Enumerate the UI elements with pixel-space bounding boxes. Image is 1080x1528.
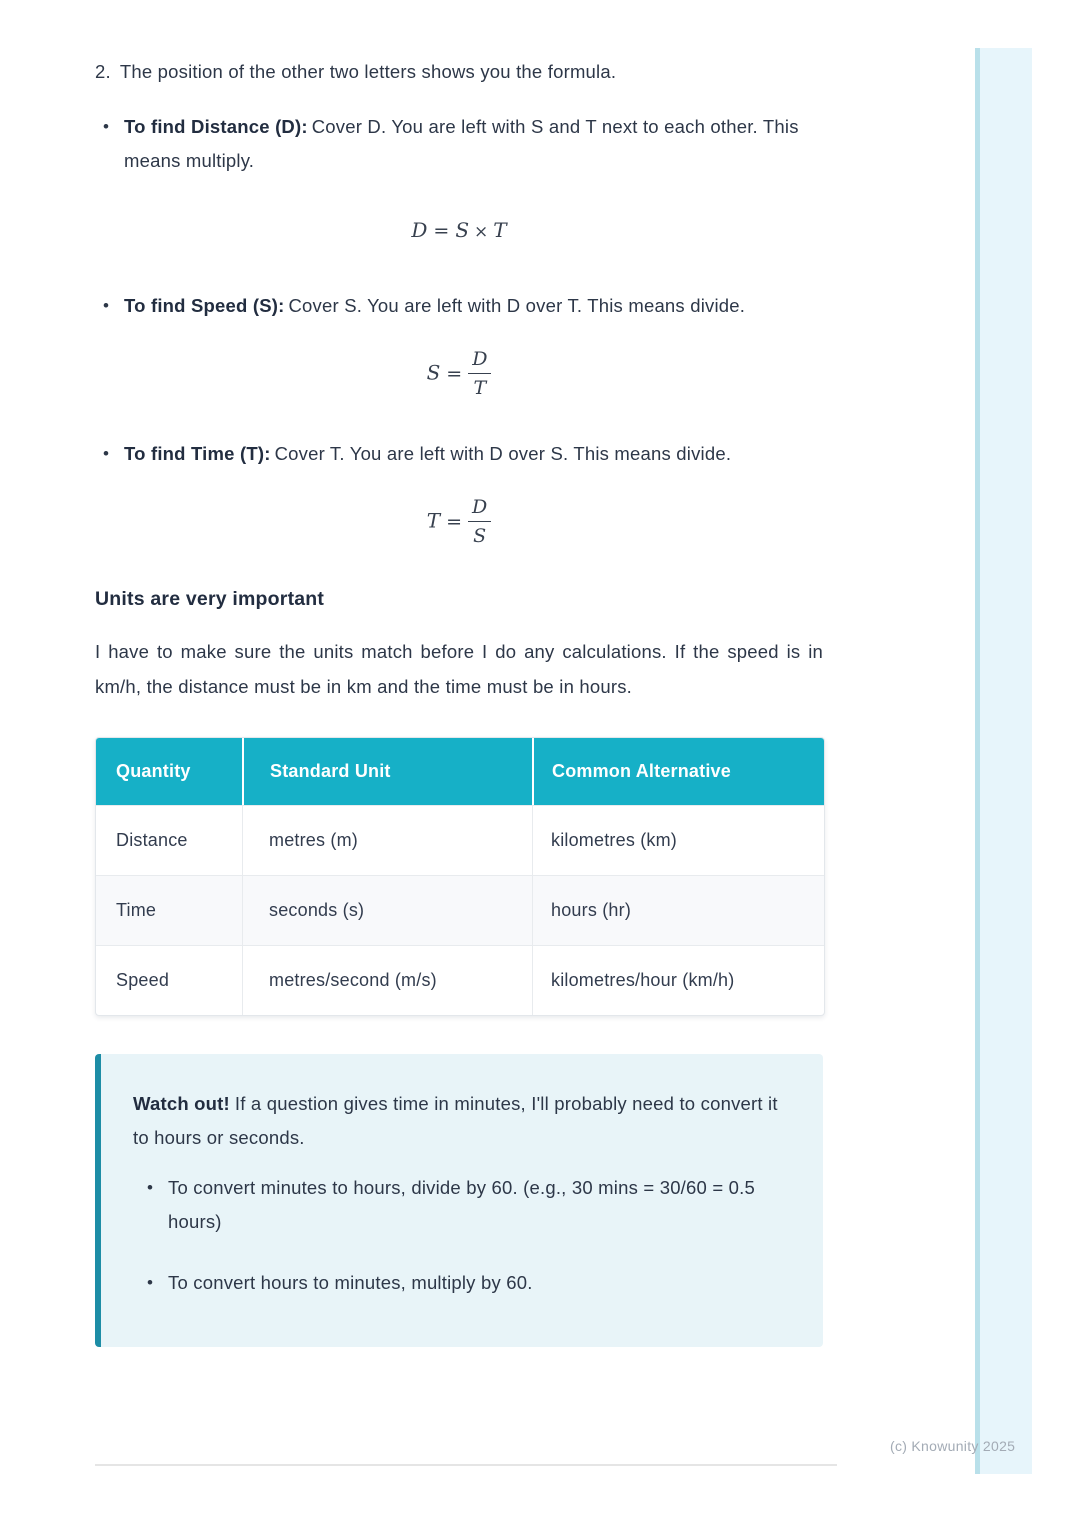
bullet-item-speed xyxy=(95,289,823,323)
table-cell: Time xyxy=(96,875,242,945)
equals-sign: = xyxy=(446,362,463,385)
formula-var-t: T xyxy=(493,218,507,242)
table-cell: Speed xyxy=(96,945,242,1015)
list-item-text: The position of the other two letters shows you the formula. xyxy=(119,61,617,82)
equals-sign: = xyxy=(446,510,463,533)
table-cell: seconds (s) xyxy=(242,875,532,945)
table-row xyxy=(96,875,824,945)
callout-bold-lead: Watch out! xyxy=(133,1093,230,1114)
table-cell: Distance xyxy=(96,805,242,875)
bullet-text: To convert hours to minutes, multiply by 60. xyxy=(168,1272,533,1293)
fraction-denominator: S xyxy=(473,525,487,547)
bullet-marker: • xyxy=(147,1273,154,1292)
formula-time xyxy=(95,498,823,546)
bullet-marker: • xyxy=(147,1178,154,1197)
bullet-body: Cover S. You are left with D over T. This means divide. xyxy=(288,295,746,316)
formula-var-s: S xyxy=(455,218,470,242)
table-header-row xyxy=(96,738,824,805)
bullet-bold-lead: To find Time (T): xyxy=(124,443,271,464)
bullet-body: Cover T. You are left with D over S. This means divide. xyxy=(274,443,732,464)
formula-lhs: T xyxy=(426,508,441,533)
bullet-text xyxy=(124,110,823,178)
bullet-body: Cover D. You are left with S and T next to each other. This means multiply. xyxy=(124,116,799,171)
table-header-common-alternative: Common Alternative xyxy=(532,738,824,805)
table-row xyxy=(96,945,824,1015)
units-paragraph: I have to make sure the units match before I do any calculations. If the speed is in km/h, the distance must be in km and the time must be in hours. xyxy=(95,641,823,697)
bullet-text xyxy=(124,289,745,323)
bullet-marker: • xyxy=(103,117,110,136)
table-header-standard-unit: Standard Unit xyxy=(242,738,532,805)
table-cell: metres (m) xyxy=(242,805,532,875)
watch-out-callout xyxy=(95,1054,823,1347)
multiply-sign: × xyxy=(474,222,489,242)
formula-lhs: D xyxy=(411,218,428,242)
fraction-denominator: T xyxy=(473,377,487,399)
formula-distance xyxy=(95,218,823,242)
callout-lead-text: If a question gives time in minutes, I'll probably need to convert it to hours or seconds. xyxy=(133,1093,778,1148)
bullet-marker: • xyxy=(103,444,110,463)
table-cell: kilometres/hour (km/h) xyxy=(532,945,824,1015)
table-cell: kilometres (km) xyxy=(532,805,824,875)
table-row xyxy=(96,805,824,875)
equals-sign: = xyxy=(433,220,450,242)
bullet-text: To convert minutes to hours, divide by 60. (e.g., 30 mins = 30/60 = 0.5 hours) xyxy=(168,1177,755,1232)
bullet-text xyxy=(124,437,731,471)
bullet-bold-lead: To find Distance (D): xyxy=(124,116,308,137)
callout-bullet-hours-to-minutes xyxy=(133,1266,787,1300)
fraction xyxy=(468,498,491,546)
bullet-item-time xyxy=(95,437,823,471)
scrollbar-track[interactable] xyxy=(980,48,1032,1474)
fraction xyxy=(468,350,491,398)
units-table xyxy=(95,737,825,1016)
table-cell: hours (hr) xyxy=(532,875,824,945)
callout-bullet-minutes-to-hours xyxy=(133,1171,787,1239)
fraction-numerator: D xyxy=(468,498,491,522)
table-header-quantity: Quantity xyxy=(96,738,242,805)
bullet-marker: • xyxy=(103,296,110,315)
scrollbar[interactable] xyxy=(975,48,1032,1474)
page-content xyxy=(95,0,823,1347)
bullet-bold-lead: To find Speed (S): xyxy=(124,295,285,316)
copyright-notice: (c) Knowunity 2025 xyxy=(890,1438,1016,1454)
formula-lhs: S xyxy=(426,360,441,385)
bullet-item-distance xyxy=(95,110,823,178)
list-item-number: 2. xyxy=(95,61,111,82)
section-heading-units: Units are very important xyxy=(95,588,325,610)
page-divider xyxy=(95,1464,837,1466)
ordered-list-item-2 xyxy=(95,0,823,89)
formula-speed xyxy=(95,350,823,398)
fraction-numerator: D xyxy=(468,350,491,374)
callout-lead xyxy=(133,1087,787,1155)
table-cell: metres/second (m/s) xyxy=(242,945,532,1015)
